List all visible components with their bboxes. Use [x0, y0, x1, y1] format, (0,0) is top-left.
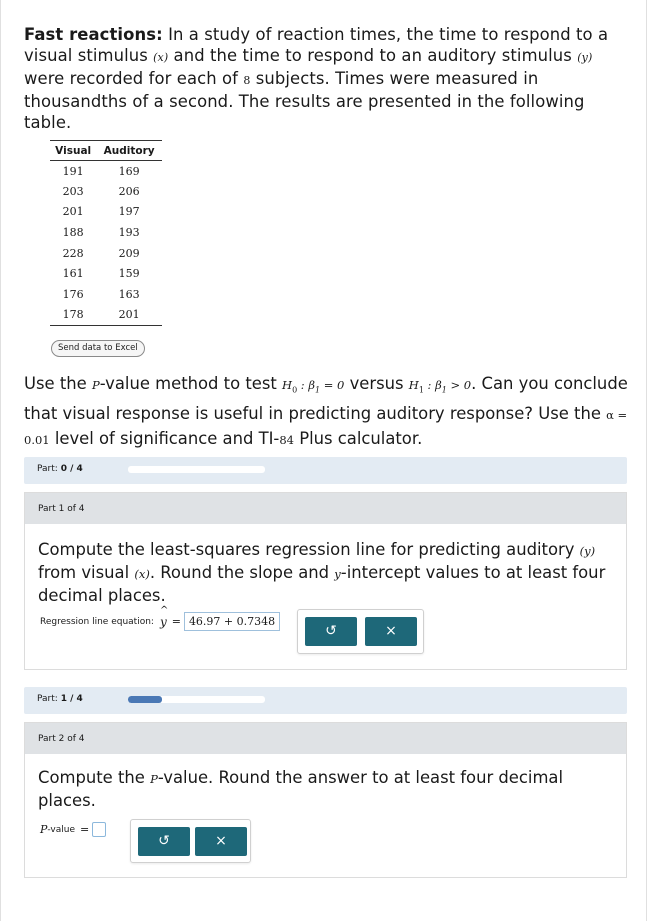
- p2-p: P: [150, 772, 158, 786]
- cell-auditory: 193: [118, 226, 140, 240]
- alt-hypothesis: [408, 378, 472, 395]
- p1-y-letter: y: [334, 567, 341, 581]
- clear-button[interactable]: ×: [195, 827, 247, 856]
- p1-x-var: (x): [134, 567, 150, 581]
- table-row: [50, 284, 162, 305]
- equals-sign: =: [80, 823, 90, 836]
- cell-auditory: 163: [118, 287, 140, 301]
- ti-model: 84: [279, 433, 294, 448]
- cell-auditory: 206: [118, 184, 140, 198]
- h1-beta-sub: 1: [441, 385, 447, 395]
- part-label: Part:: [37, 464, 58, 474]
- undo-button[interactable]: ↺: [138, 827, 190, 856]
- part-label: Part:: [37, 694, 58, 704]
- intro-x-var: (x): [153, 51, 169, 64]
- p2-text-2: -value. Round the answer to at least four decimal places.: [38, 768, 564, 810]
- y-hat-symbol: [159, 604, 169, 629]
- cell-visual: 191: [62, 164, 84, 178]
- part-progress-label: [37, 464, 83, 474]
- p-value-p: P: [40, 823, 48, 836]
- progress-track: [128, 696, 265, 703]
- question-text-2: -value method to test: [99, 374, 283, 393]
- regression-answer-row: [40, 604, 280, 631]
- p1-text-3: . Round the slope and: [149, 563, 335, 582]
- p2-text-1: Compute the: [38, 768, 151, 787]
- column-header-visual: Visual: [50, 141, 96, 161]
- part-1-question: [38, 539, 618, 606]
- part-1-panel: [24, 492, 627, 670]
- part-progress-label: [37, 694, 83, 704]
- p-value-input[interactable]: [92, 822, 106, 837]
- question-text-3: versus: [344, 374, 409, 393]
- cell-visual: 161: [62, 267, 84, 281]
- question-text-4: . Can you conclude that visual response is useful in predicting auditory response? Use the: [24, 374, 628, 424]
- table-row: [50, 181, 162, 202]
- question-p: P: [91, 378, 100, 392]
- part-2-question: [38, 767, 618, 811]
- p1-y-var: (y): [579, 544, 596, 558]
- table-header-row: [50, 141, 162, 161]
- hypothesis-question: [24, 372, 629, 452]
- intro-text-4: subjects. Times were measured in thousandths of a second. The results are presented in the following table.: [24, 69, 585, 132]
- null-hypothesis: [282, 378, 345, 395]
- p-value-label: -value: [47, 824, 75, 835]
- hat-mark: ^: [159, 604, 169, 616]
- progress-fill: [128, 696, 162, 703]
- intro-n: 8: [243, 74, 251, 87]
- undo-button[interactable]: ↺: [305, 617, 357, 646]
- intro-y-var: (y): [577, 51, 593, 64]
- table-row: [50, 222, 162, 243]
- table-row: [50, 202, 162, 223]
- part-1-header: Part 1 of 4: [25, 493, 626, 524]
- equals-sign: =: [171, 615, 181, 628]
- cell-auditory: 169: [118, 164, 140, 178]
- clear-button[interactable]: ×: [365, 617, 417, 646]
- cell-auditory: 197: [118, 205, 140, 219]
- progress-track: [128, 466, 265, 473]
- send-to-excel-button[interactable]: Send data to Excel: [51, 340, 145, 357]
- cell-visual: 178: [50, 305, 96, 326]
- table-row: [50, 305, 162, 326]
- intro-text-2: and the time to respond to an auditory stimulus: [168, 46, 578, 65]
- part-2-panel: [24, 722, 627, 878]
- p1-text-1: Compute the least-squares regression line for predicting auditory: [38, 540, 580, 559]
- h0-beta: : β: [297, 378, 315, 392]
- cell-auditory: 159: [118, 267, 140, 281]
- regression-answer-input[interactable]: 46.97 + 0.7348: [184, 612, 280, 631]
- question-text-1: Use the: [24, 374, 92, 393]
- h0-sub: 0: [292, 385, 298, 395]
- question-text-6: Plus calculator.: [293, 429, 423, 449]
- table-row: [50, 263, 162, 284]
- table-row: [50, 243, 162, 264]
- part-count: 0 / 4: [60, 464, 83, 474]
- cell-visual: 203: [62, 184, 84, 198]
- cell-auditory: 209: [118, 246, 140, 260]
- reaction-times-table: [50, 140, 162, 326]
- h1-end: > 0: [446, 378, 472, 392]
- alpha-level: α = 0.01: [24, 408, 628, 448]
- h0-beta-sub: 1: [315, 385, 321, 395]
- h1-sub: 1: [418, 385, 424, 395]
- part-2-answer-tools: [130, 819, 251, 863]
- regression-label: Regression line equation:: [40, 616, 154, 627]
- part-progress-bar: [24, 457, 627, 484]
- intro-text-3: were recorded for each of: [24, 69, 244, 88]
- h1-letter: H: [408, 378, 419, 392]
- p-value-answer-row: [40, 822, 106, 837]
- h0-end: = 0: [320, 378, 345, 392]
- part-1-answer-tools: [297, 609, 424, 654]
- p1-text-4: -intercept values to at least four decimal places.: [38, 563, 606, 605]
- cell-visual: 188: [62, 226, 84, 240]
- question-text-5: level of significance and TI-: [49, 429, 280, 449]
- part-count: 1 / 4: [60, 694, 83, 704]
- cell-visual: 176: [62, 287, 84, 301]
- p1-text-2: from visual: [38, 563, 135, 582]
- table-row: [50, 161, 162, 182]
- part-2-header: Part 2 of 4: [25, 723, 626, 754]
- h1-beta: : β: [423, 378, 442, 392]
- problem-intro: [24, 24, 624, 133]
- intro-text-1: In a study of reaction times, the time to respond to a visual stimulus: [24, 25, 609, 65]
- h0-letter: H: [282, 378, 293, 392]
- cell-visual: 228: [62, 246, 84, 260]
- problem-title: Fast reactions:: [24, 25, 163, 44]
- cell-auditory: 201: [96, 305, 162, 326]
- part-progress-bar: [24, 687, 627, 714]
- cell-visual: 201: [62, 205, 84, 219]
- column-header-auditory: Auditory: [96, 141, 162, 161]
- y-hat-letter: y: [159, 614, 167, 629]
